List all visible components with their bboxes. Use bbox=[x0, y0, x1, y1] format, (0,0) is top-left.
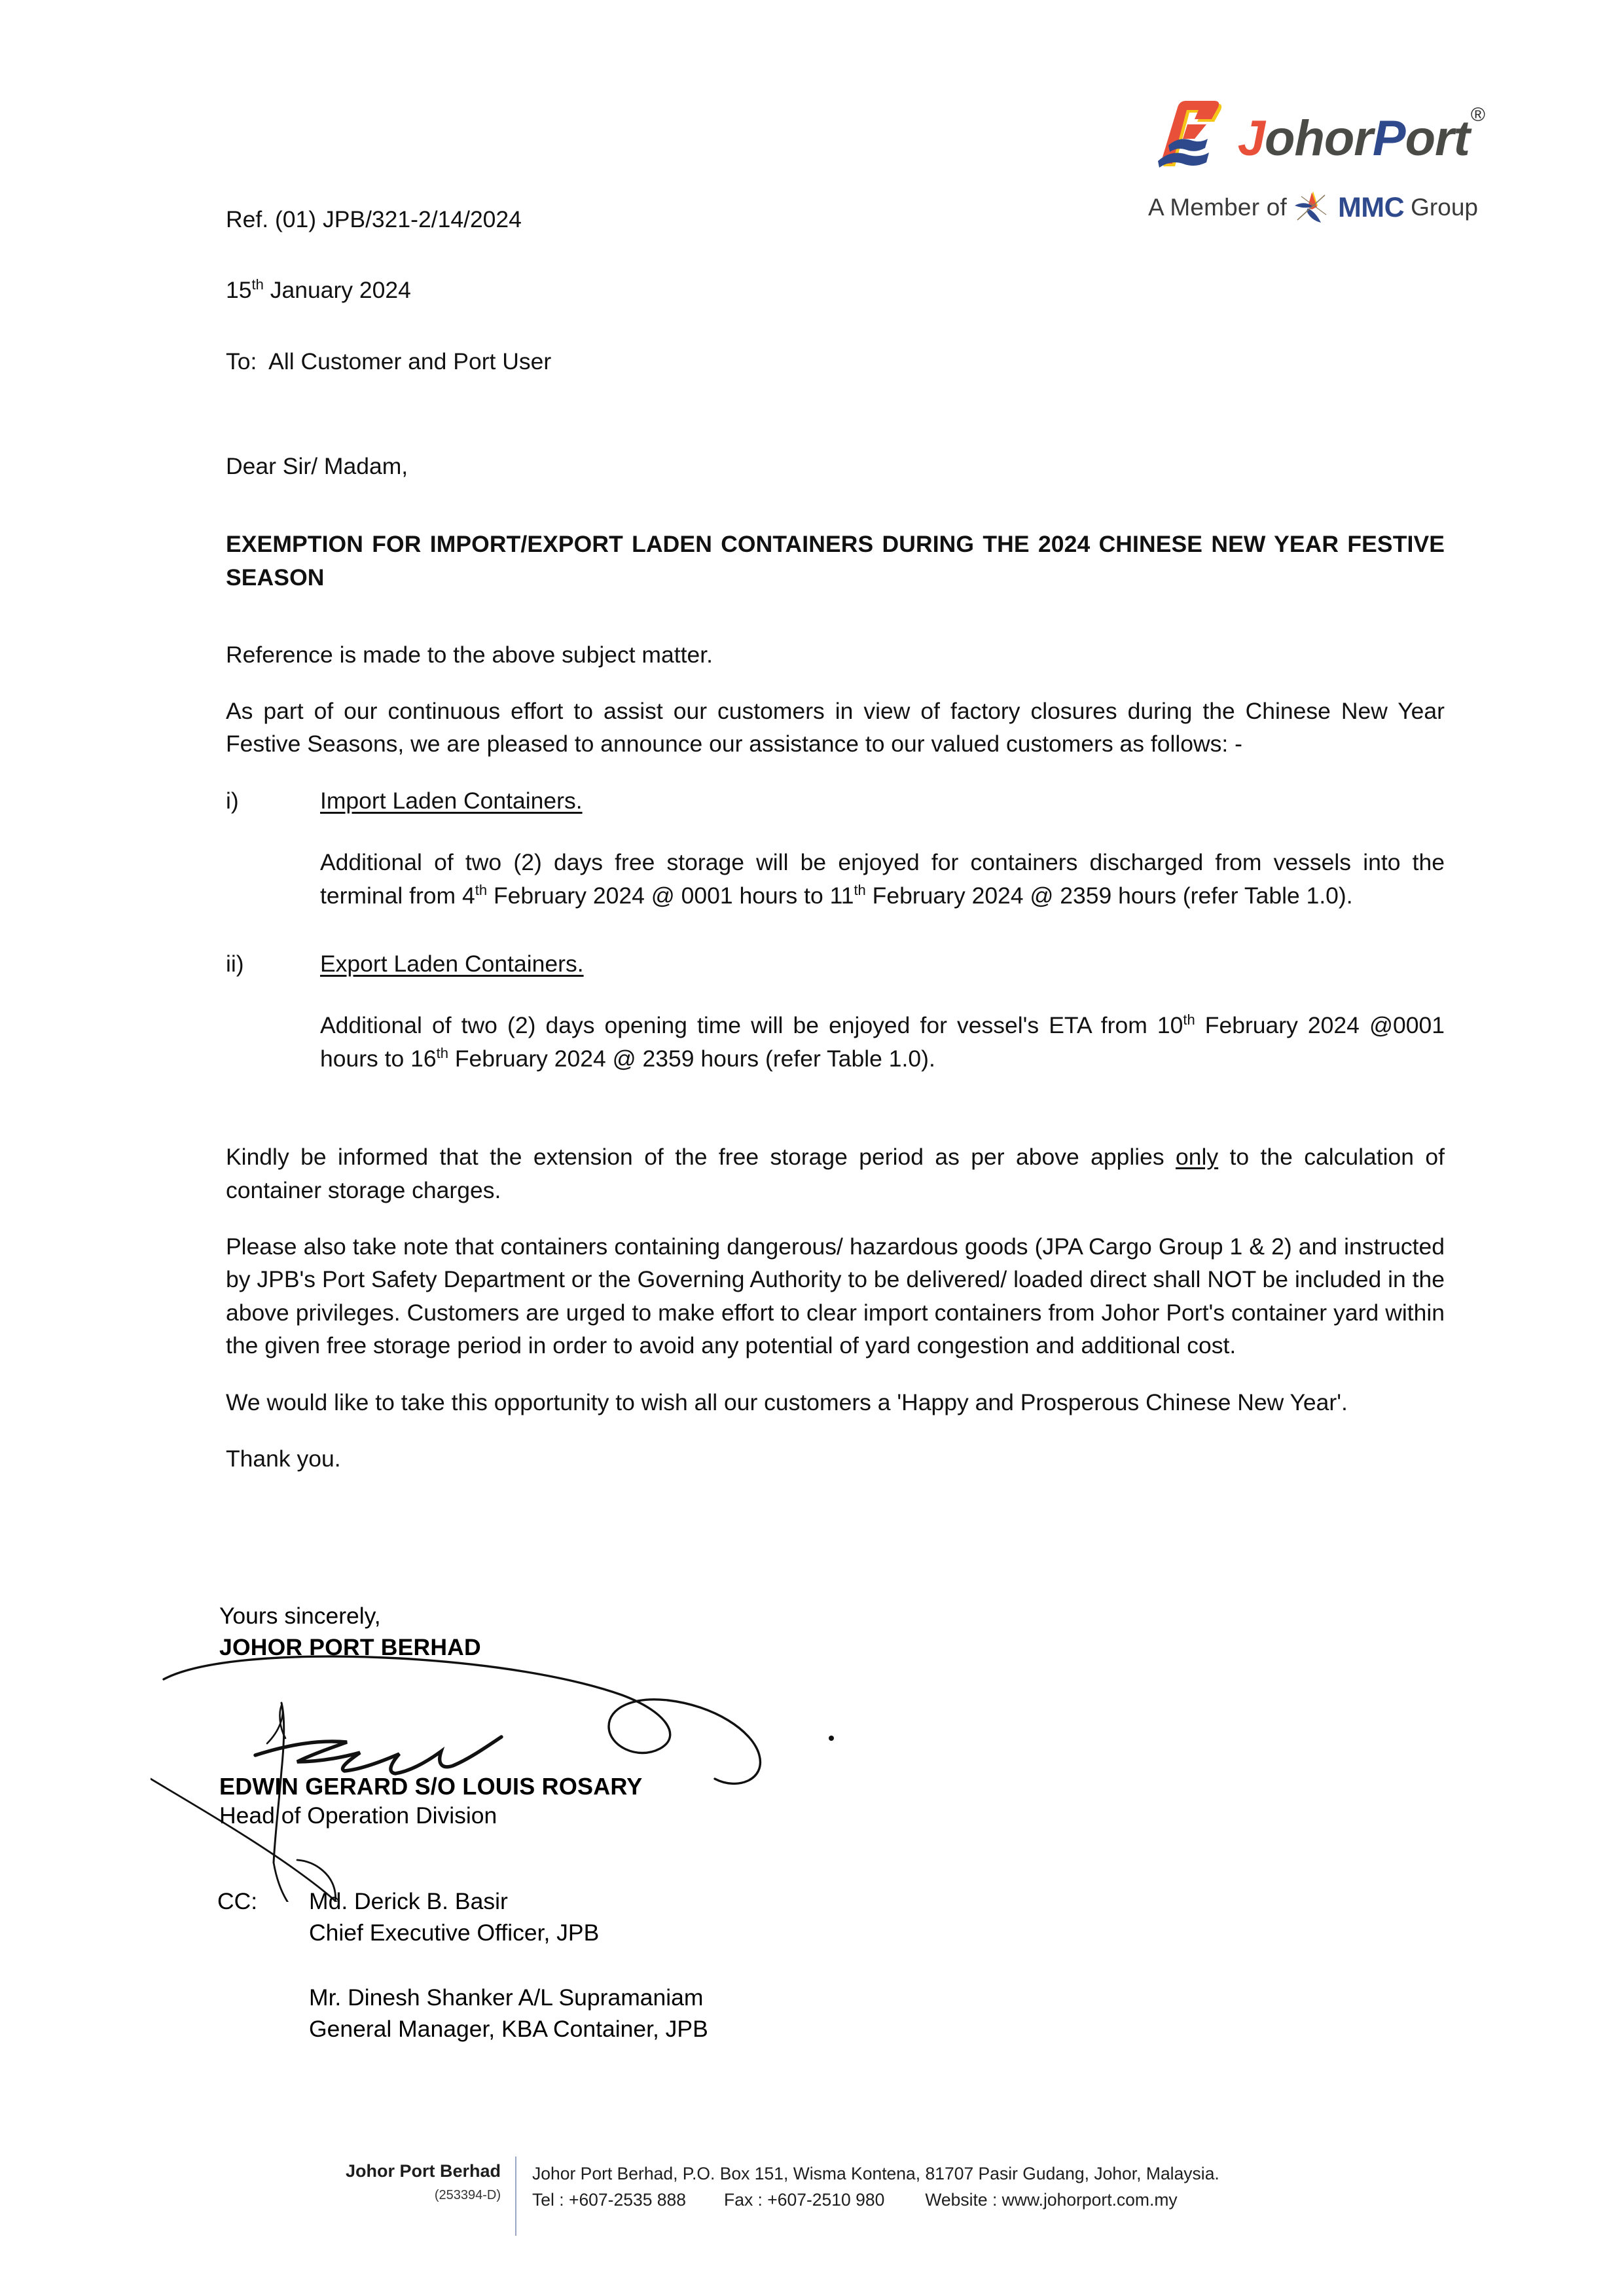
date-ordinal: th bbox=[251, 276, 264, 293]
kindly-emphasis: only bbox=[1175, 1144, 1219, 1171]
signing-company: JOHOR PORT BERHAD bbox=[219, 1633, 481, 1660]
list-body-part-2: February 2024 @0001 hours to 16 bbox=[320, 1012, 1445, 1072]
signer-name: EDWIN GERARD S/O LOUIS ROSARY bbox=[219, 1773, 643, 1800]
paragraph-note: Please also take note that containers containing dangerous/ hazardous goods (JPA Cargo Group 1 & 2) and instructed by JPB's Port Safety Department or the Governing Authority to be delivered/ loaded direct shall NOT be included in the above privileges. Customers are urged to make effort to clear import containers from Johor Port's container yard within the given free storage period in order to avoid any potential of yard congestion and additional cost. bbox=[226, 1233, 1445, 1359]
footer-company-block bbox=[314, 2160, 515, 2214]
cc-recipients bbox=[309, 1886, 708, 2045]
date-rest: January 2024 bbox=[263, 277, 411, 304]
recipient-line bbox=[226, 345, 1445, 378]
cc-recipient-title: Chief Executive Officer, JPB bbox=[309, 1920, 600, 1946]
signer-role: Head of Operation Division bbox=[219, 1802, 497, 1829]
johorport-logo-row bbox=[1077, 98, 1483, 174]
brand-j: J bbox=[1237, 111, 1265, 166]
to-label: To: bbox=[226, 348, 257, 374]
privileges-list bbox=[226, 784, 1445, 1075]
paragraph-reference: Reference is made to the above subject matter. bbox=[226, 641, 713, 668]
list-body-part-1: Additional of two (2) days opening time will be enjoyed for vessel's ETA from 10 bbox=[320, 1012, 1183, 1039]
kindly-part-1: Kindly be informed that the extension of the free storage period as per above applies bbox=[226, 1144, 1176, 1171]
footer-contact-block bbox=[516, 2160, 1219, 2214]
kindly-part-2: to the calculation of container storage charges. bbox=[226, 1144, 1445, 1203]
list-content bbox=[320, 947, 1445, 1075]
cc-recipient-name: Mr. Dinesh Shanker A/L Supramaniam bbox=[309, 1984, 704, 2011]
list-body-part-2: February 2024 @ 0001 hours to 11 bbox=[487, 882, 854, 909]
letter-body bbox=[226, 203, 1445, 1499]
signature-block bbox=[219, 1601, 1070, 1829]
list-ordinal-1: th bbox=[1183, 1011, 1195, 1029]
list-item bbox=[226, 947, 1445, 1075]
footer-company-name: Johor Port Berhad bbox=[345, 2161, 501, 2181]
list-item-body bbox=[320, 1009, 1445, 1075]
footer-fax: Fax : +607-2510 980 bbox=[724, 2190, 885, 2210]
letter-date bbox=[226, 274, 1445, 306]
page-footer bbox=[314, 2160, 1219, 2214]
brand-ohor: ohor bbox=[1265, 111, 1373, 166]
group-label: Group bbox=[1411, 194, 1478, 221]
paragraph-wish: We would like to take this opportunity to wish all our customers a 'Happy and Prosperous Chinese New Year'. bbox=[226, 1389, 1348, 1415]
list-ordinal-2: th bbox=[436, 1044, 448, 1061]
paragraph-intro: As part of our continuous effort to assist our customers in view of factory closures during the Chinese New Year Festive Seasons, we are pleased to announce our assistance to our valued customers as follows: - bbox=[226, 697, 1445, 757]
footer-address: Johor Port Berhad, P.O. Box 151, Wisma Kontena, 81707 Pasir Gudang, Johor, Malaysia. bbox=[532, 2164, 1219, 2183]
date-day: 15 bbox=[226, 277, 252, 304]
johorport-wordmark bbox=[1237, 103, 1485, 166]
brand-ort: ort bbox=[1405, 111, 1470, 166]
list-marker: i) bbox=[226, 787, 239, 814]
brand-p: P bbox=[1372, 111, 1405, 166]
cc-spacer bbox=[309, 1949, 708, 1982]
member-of-label: A Member of bbox=[1148, 194, 1287, 221]
paragraph-kindly bbox=[226, 1140, 1445, 1207]
footer-registration-number: (253394-D) bbox=[434, 2188, 501, 2203]
cc-block bbox=[217, 1886, 708, 2045]
paragraph-thanks: Thank you. bbox=[226, 1446, 341, 1472]
cc-recipient-title: General Manager, KBA Container, JPB bbox=[309, 2015, 708, 2042]
salutation: Dear Sir/ Madam, bbox=[226, 453, 408, 480]
list-item-title: Import Laden Containers. bbox=[320, 787, 583, 814]
reference-line: Ref. (01) JPB/321-2/14/2024 bbox=[226, 206, 522, 232]
cc-row bbox=[217, 1886, 708, 2045]
list-ordinal-2: th bbox=[854, 881, 866, 898]
list-spacer bbox=[226, 917, 1445, 947]
list-body-part-3: February 2024 @ 2359 hours (refer Table 1.0). bbox=[448, 1045, 935, 1072]
list-item bbox=[226, 784, 1445, 912]
registered-trademark-icon: ® bbox=[1470, 103, 1485, 126]
johorport-logo-icon bbox=[1151, 98, 1229, 174]
list-item-title: Export Laden Containers. bbox=[320, 951, 584, 977]
to-value: All Customer and Port User bbox=[268, 348, 552, 374]
cc-recipient-name: Md. Derick B. Basir bbox=[309, 1888, 508, 1914]
subject-heading: EXEMPTION FOR IMPORT/EXPORT LADEN CONTAINERS DURING THE 2024 CHINESE NEW YEAR FESTIVE SEASON bbox=[226, 530, 1445, 591]
list-ordinal-1: th bbox=[475, 881, 488, 898]
footer-tel: Tel : +607-2535 888 bbox=[532, 2190, 687, 2210]
closing-line: Yours sincerely, bbox=[219, 1603, 381, 1629]
cc-label: CC: bbox=[217, 1888, 258, 1914]
list-body-part-3: February 2024 @ 2359 hours (refer Table 1.0). bbox=[865, 882, 1353, 909]
list-marker: ii) bbox=[226, 951, 244, 977]
list-body-part-1: Additional of two (2) days free storage will be enjoyed for containers discharged from vessels into the terminal from 4 bbox=[320, 849, 1445, 909]
footer-website: Website : www.johorport.com.my bbox=[925, 2190, 1178, 2210]
list-item-body bbox=[320, 846, 1445, 912]
mmc-label: MMC bbox=[1337, 191, 1405, 223]
footer-contact-line bbox=[532, 2187, 1219, 2213]
list-content bbox=[320, 784, 1445, 912]
